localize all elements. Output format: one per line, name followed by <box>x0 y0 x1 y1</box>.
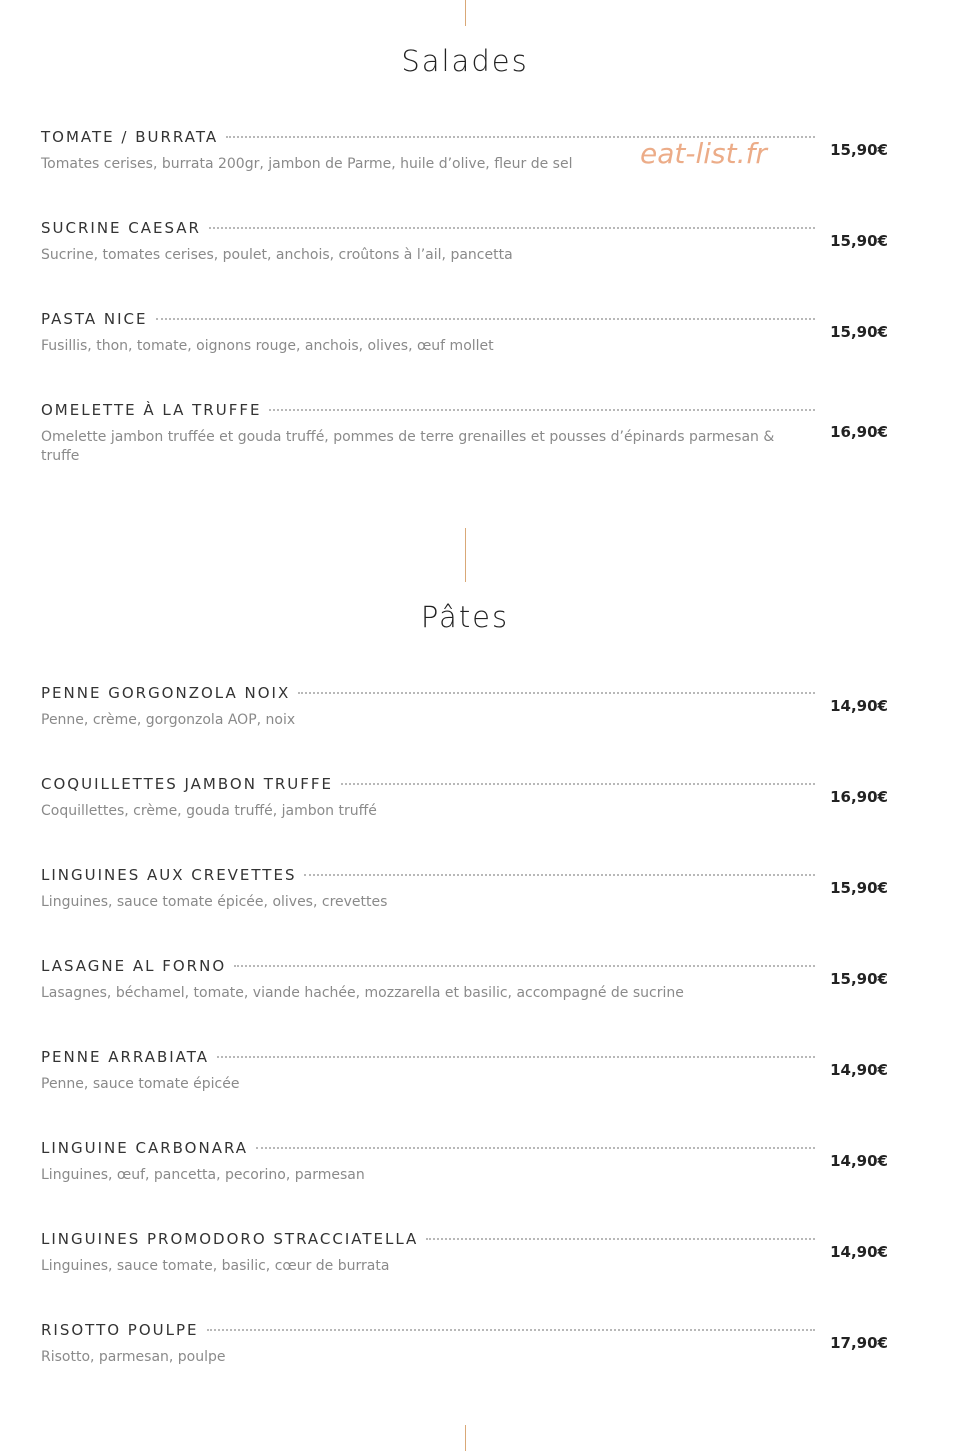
item-description: Risotto, parmesan, poulpe <box>41 1349 226 1365</box>
item-description: Sucrine, tomates cerises, poulet, anchois, croûtons à l’ail, pancetta <box>41 247 513 263</box>
item-price: 14,90€ <box>830 697 888 715</box>
item-price: 17,90€ <box>830 1334 888 1352</box>
item-name: SUCRINE CAESAR <box>41 219 201 237</box>
item-name: LINGUINES PROMODORO STRACCIATELLA <box>41 1230 419 1248</box>
bottom-divider <box>465 1425 466 1451</box>
item-description: Omelette jambon truffée et gouda truffé, pommes de terre grenailles et pousses d’épinards parmesan & truffe <box>41 429 775 464</box>
item-price: 14,90€ <box>830 1152 888 1170</box>
item-price: 16,90€ <box>830 788 888 806</box>
item-description: Linguines, œuf, pancetta, pecorino, parmesan <box>41 1167 365 1183</box>
item-name: TOMATE / BURRATA <box>41 128 219 146</box>
item-description: Linguines, sauce tomate, basilic, cœur de burrata <box>41 1258 390 1274</box>
menu-item-penne-gorgonzola <box>41 684 888 754</box>
item-price: 15,90€ <box>830 232 888 250</box>
item-name: RISOTTO POULPE <box>41 1321 199 1339</box>
item-description: Penne, sauce tomate épicée <box>41 1076 240 1092</box>
menu-item-risotto-poulpe <box>41 1321 888 1391</box>
dotted-leader <box>217 1056 815 1058</box>
item-name: OMELETTE À LA TRUFFE <box>41 401 262 419</box>
watermark: eat-list.fr <box>640 137 767 170</box>
item-name: PENNE GORGONZOLA NOIX <box>41 684 291 702</box>
dotted-leader <box>341 783 815 785</box>
item-name: LASAGNE AL FORNO <box>41 957 227 975</box>
menu-item-pasta-nice <box>41 310 888 380</box>
item-description: Tomates cerises, burrata 200gr, jambon de Parme, huile d’olive, fleur de sel <box>41 156 573 172</box>
dotted-leader <box>426 1238 815 1240</box>
dotted-leader <box>207 1329 815 1331</box>
dotted-leader <box>304 874 815 876</box>
item-description: Fusillis, thon, tomate, oignons rouge, anchois, olives, œuf mollet <box>41 338 494 354</box>
item-price: 15,90€ <box>830 323 888 341</box>
item-description: Lasagnes, béchamel, tomate, viande hachée, mozzarella et basilic, accompagné de sucrine <box>41 985 684 1001</box>
dotted-leader <box>209 227 815 229</box>
item-price: 15,90€ <box>830 879 888 897</box>
item-name: PASTA NICE <box>41 310 148 328</box>
menu-item-linguines-stracciatella <box>41 1230 888 1300</box>
menu-item-linguines-crevettes <box>41 866 888 936</box>
menu-item-lasagne <box>41 957 888 1027</box>
item-price: 15,90€ <box>830 970 888 988</box>
item-name: COQUILLETTES JAMBON TRUFFE <box>41 775 333 793</box>
item-name: PENNE ARRABIATA <box>41 1048 210 1066</box>
dotted-leader <box>298 692 815 694</box>
item-description: Penne, crème, gorgonzola AOP, noix <box>41 712 296 728</box>
menu-item-omelette-truffe <box>41 401 888 491</box>
section-title-pates: Pâtes <box>420 600 510 634</box>
menu-item-coquillettes <box>41 775 888 845</box>
menu-item-penne-arrabiata <box>41 1048 888 1118</box>
top-divider <box>465 0 466 26</box>
menu-item-linguine-carbonara <box>41 1139 888 1209</box>
item-price: 16,90€ <box>830 423 888 441</box>
item-name: LINGUINE CARBONARA <box>41 1139 249 1157</box>
item-name: LINGUINES AUX CREVETTES <box>41 866 297 884</box>
item-price: 14,90€ <box>830 1061 888 1079</box>
dotted-leader <box>234 965 815 967</box>
dotted-leader <box>156 318 816 320</box>
dotted-leader <box>256 1147 815 1149</box>
item-description: Linguines, sauce tomate épicée, olives, crevettes <box>41 894 388 910</box>
section-title-salades: Salades <box>401 44 529 78</box>
item-price: 15,90€ <box>830 141 888 159</box>
dotted-leader <box>269 409 815 411</box>
item-description: Coquillettes, crème, gouda truffé, jambon truffé <box>41 803 377 819</box>
middle-divider <box>465 528 466 582</box>
item-price: 14,90€ <box>830 1243 888 1261</box>
menu-item-sucrine-caesar <box>41 219 888 289</box>
